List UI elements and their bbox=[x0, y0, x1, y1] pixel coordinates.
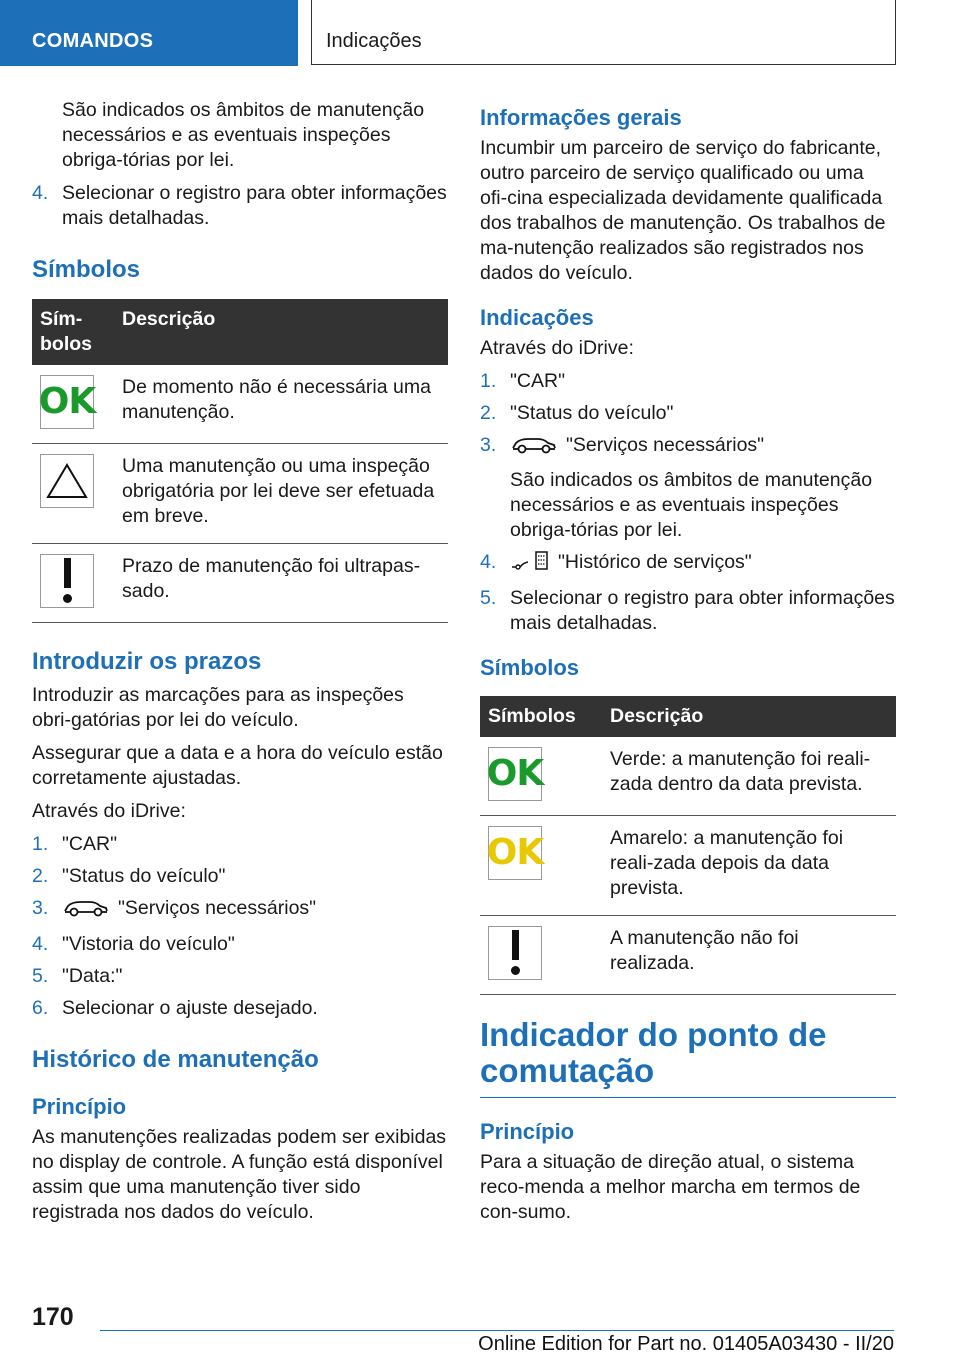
symbols-heading: Símbolos bbox=[480, 655, 580, 680]
edition-footer: Online Edition for Part no. 01405A03430 - II/20 bbox=[478, 1333, 894, 1355]
indications-heading: Indicações bbox=[480, 305, 594, 330]
symbols-table bbox=[480, 696, 896, 995]
list-item: 3. "Serviços necessários" São indicados os âmbitos de manutenção necessários e as eventuais inspeções obriga-tórias por lei. bbox=[480, 433, 896, 543]
footer-divider bbox=[100, 1330, 894, 1331]
list-continuation: São indicados os âmbitos de manutenção necessários e as eventuais inspeções obriga-tórias por lei. bbox=[510, 469, 873, 541]
list-item: 6. Selecionar o ajuste desejado. bbox=[32, 997, 318, 1019]
column-header-description: Descrição bbox=[114, 299, 448, 365]
paragraph: Para a situação de direção atual, o sistema reco-menda a melhor marcha em termos de con-sumo. bbox=[480, 1151, 861, 1223]
table-row bbox=[480, 916, 896, 995]
introduce-dates-heading: Introduzir os prazos bbox=[32, 648, 262, 675]
paragraph: Através do iDrive: bbox=[480, 337, 634, 359]
steps-continued bbox=[32, 181, 448, 231]
table-header-row bbox=[32, 299, 448, 365]
idrive-steps bbox=[480, 369, 896, 636]
row-description: Uma manutenção ou uma inspeção obrigatória por lei deve ser efetuada em breve. bbox=[114, 444, 448, 544]
table-row bbox=[480, 816, 896, 916]
maintenance-history-heading: Histórico de manutenção bbox=[32, 1046, 319, 1073]
paragraph: Introduzir as marcações para as inspeções obri-gatórias por lei do veículo. bbox=[32, 684, 404, 731]
list-text: Selecionar o registro para obter informações mais detalhadas. bbox=[62, 182, 447, 229]
principle-heading: Princípio bbox=[480, 1119, 575, 1144]
list-item: 4. "Histórico de serviços" bbox=[480, 550, 896, 579]
list-item: 5. "Data:" bbox=[32, 965, 123, 987]
ok-yellow-icon: OK bbox=[488, 826, 542, 880]
page-title: Indicações bbox=[326, 30, 422, 52]
principle-heading: Princípio bbox=[32, 1094, 127, 1119]
car-service-icon bbox=[510, 435, 558, 462]
symbols-heading: Símbolos bbox=[32, 256, 141, 283]
list-item: 2. "Status do veículo" bbox=[32, 865, 226, 887]
table-row bbox=[32, 444, 448, 544]
general-info-heading: Informações gerais bbox=[480, 105, 682, 130]
section-tab bbox=[0, 0, 298, 66]
paragraph: Assegurar que a data e a hora do veículo estão corretamente ajustadas. bbox=[32, 742, 443, 789]
column-header-symbol: Sím-bolos bbox=[32, 299, 114, 365]
table-row bbox=[480, 737, 896, 816]
page-header bbox=[311, 0, 896, 65]
row-description: A manutenção não foi realizada. bbox=[602, 916, 896, 995]
ok-green-icon: OK bbox=[488, 747, 542, 801]
row-description: Amarelo: a manutenção foi reali-zada depois da data prevista. bbox=[602, 816, 896, 916]
list-item: 2. "Status do veículo" bbox=[480, 402, 674, 424]
left-column bbox=[32, 98, 448, 1233]
exclamation-icon bbox=[40, 554, 94, 608]
paragraph: As manutenções realizadas podem ser exibidas no display de controle. A função está disponível assim que uma manutenção tiver sido registrada nos dados do veículo. bbox=[32, 1126, 447, 1223]
list-item: 1. "CAR" bbox=[480, 370, 566, 392]
list-item bbox=[32, 181, 448, 231]
warning-triangle-icon bbox=[40, 454, 94, 508]
list-item: 4. "Vistoria do veículo" bbox=[32, 933, 235, 955]
table-header-row bbox=[480, 696, 896, 737]
car-service-icon bbox=[62, 898, 110, 925]
service-history-icon bbox=[510, 550, 550, 579]
shift-point-indicator-heading: Indicador do ponto de comutação bbox=[480, 1017, 896, 1098]
list-number: 4. bbox=[32, 182, 49, 204]
column-header-symbol: Símbolos bbox=[480, 696, 602, 737]
paragraph: Através do iDrive: bbox=[32, 800, 186, 822]
row-description: Verde: a manutenção foi reali-zada dentro da data prevista. bbox=[602, 737, 896, 816]
row-description: De momento não é necessária uma manutenção. bbox=[114, 365, 448, 444]
list-item: 3. "Serviços necessários" bbox=[32, 896, 448, 925]
list-item: 5. Selecionar o registro para obter informações mais detalhadas. bbox=[480, 587, 895, 634]
paragraph: Incumbir um parceiro de serviço do fabricante, outro parceiro de serviço qualificado ou uma ofi-cina especializada devidamente qualificada dos trabalhos de manutenção. Os trabalhos de ma-nutenção realizados são registrados nos dados do veículo. bbox=[480, 137, 886, 284]
list-item: 1. "CAR" bbox=[32, 833, 118, 855]
intro-continuation: São indicados os âmbitos de manutenção necessários e as eventuais inspeções obriga-tórias por lei. bbox=[62, 99, 425, 171]
row-description: Prazo de manutenção foi ultrapas-sado. bbox=[114, 544, 448, 623]
right-column bbox=[480, 98, 896, 1233]
symbols-table bbox=[32, 299, 448, 623]
section-label: COMANDOS bbox=[32, 30, 154, 52]
table-row bbox=[32, 544, 448, 623]
table-row bbox=[32, 365, 448, 444]
exclamation-icon bbox=[488, 926, 542, 980]
idrive-steps bbox=[32, 832, 448, 1021]
page-number: 170 bbox=[32, 1303, 74, 1331]
column-header-description: Descrição bbox=[602, 696, 896, 737]
ok-green-icon: OK bbox=[40, 375, 94, 429]
